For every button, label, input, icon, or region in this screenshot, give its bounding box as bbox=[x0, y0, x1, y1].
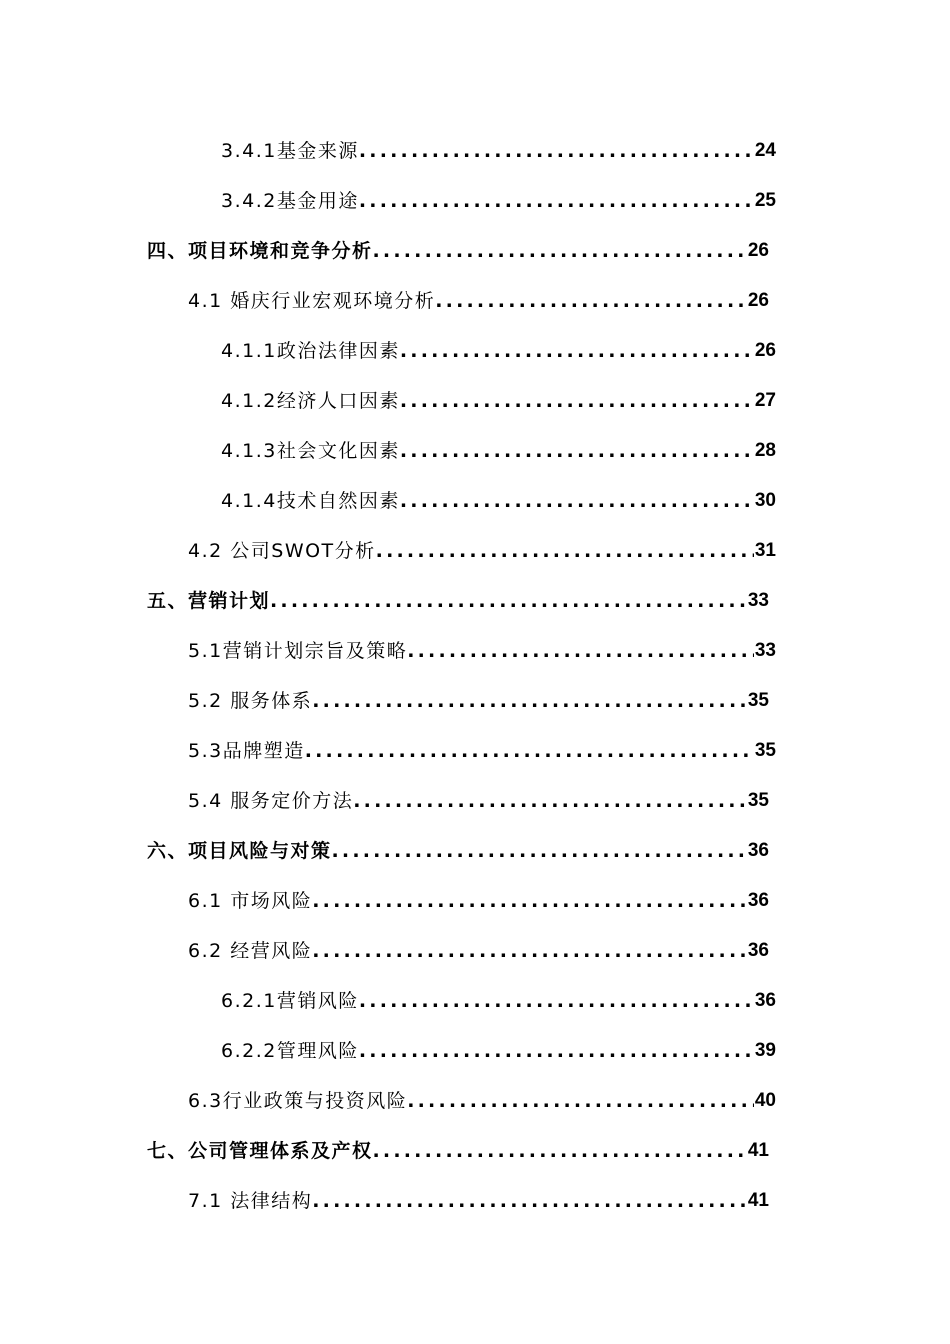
toc-entry[interactable] bbox=[221, 986, 776, 1016]
toc-page-number: 40 bbox=[754, 1090, 776, 1111]
toc-entry-title: 4.1.4技术自然因素 bbox=[221, 490, 400, 512]
toc-entry-title: 5.1营销计划宗旨及策略 bbox=[188, 640, 408, 662]
toc-entry-title: 3.4.2基金用途 bbox=[221, 190, 359, 212]
toc-entry[interactable] bbox=[188, 686, 769, 716]
toc-page-number: 26 bbox=[747, 290, 769, 311]
toc-entry-title: 6.2 经营风险 bbox=[188, 940, 313, 962]
toc-dot-leader bbox=[376, 536, 754, 566]
toc-entry[interactable] bbox=[221, 1036, 776, 1066]
toc-entry[interactable] bbox=[188, 1086, 776, 1116]
toc-page-number: 27 bbox=[754, 390, 776, 411]
toc-entry-title: 4.2 公司SWOT分析 bbox=[188, 540, 376, 562]
toc-entry-title: 四、项目环境和竞争分析 bbox=[147, 240, 373, 262]
toc-entry-title: 7.1 法律结构 bbox=[188, 1190, 313, 1212]
toc-entry-title: 6.2.2管理风险 bbox=[221, 1040, 359, 1062]
toc-dot-leader bbox=[305, 736, 754, 766]
toc-page-number: 35 bbox=[754, 740, 776, 761]
toc-entry[interactable] bbox=[221, 436, 776, 466]
toc-entry[interactable] bbox=[221, 486, 776, 516]
toc-entry[interactable] bbox=[221, 186, 776, 216]
toc-page-number: 26 bbox=[747, 240, 769, 261]
toc-page-number: 41 bbox=[747, 1190, 769, 1211]
toc-page-number: 33 bbox=[747, 590, 769, 611]
toc-entry[interactable] bbox=[221, 336, 776, 366]
toc-dot-leader bbox=[400, 336, 754, 366]
toc-page-number: 36 bbox=[754, 990, 776, 1011]
toc-page-number: 39 bbox=[754, 1040, 776, 1061]
toc-page-number: 26 bbox=[754, 340, 776, 361]
toc-entry-title: 6.1 市场风险 bbox=[188, 890, 313, 912]
toc-dot-leader bbox=[400, 386, 754, 416]
toc-dot-leader bbox=[312, 686, 747, 716]
toc-entry-title: 4.1 婚庆行业宏观环境分析 bbox=[188, 290, 436, 312]
toc-entry[interactable] bbox=[188, 536, 776, 566]
toc-dot-leader bbox=[270, 586, 747, 616]
toc-dot-leader bbox=[407, 636, 754, 666]
toc-dot-leader bbox=[359, 1036, 754, 1066]
toc-entry-title: 4.1.3社会文化因素 bbox=[221, 440, 400, 462]
toc-entry-title: 六、项目风险与对策 bbox=[147, 840, 332, 862]
toc-entry-title: 5.3品牌塑造 bbox=[188, 740, 305, 762]
toc-entry[interactable] bbox=[188, 736, 776, 766]
toc-entry[interactable] bbox=[188, 936, 769, 966]
toc-dot-leader bbox=[373, 236, 747, 266]
toc-dot-leader bbox=[407, 1086, 754, 1116]
toc-dot-leader bbox=[359, 186, 754, 216]
toc-entry[interactable] bbox=[147, 1136, 769, 1166]
toc-entry[interactable] bbox=[147, 236, 769, 266]
toc-dot-leader bbox=[312, 886, 747, 916]
toc-entry-title: 6.2.1营销风险 bbox=[221, 990, 359, 1012]
toc-page-number: 36 bbox=[747, 840, 769, 861]
toc-dot-leader bbox=[400, 486, 754, 516]
toc-entry[interactable] bbox=[188, 1186, 769, 1216]
toc-dot-leader bbox=[435, 286, 747, 316]
toc-page-number: 41 bbox=[747, 1140, 769, 1161]
toc-dot-leader bbox=[312, 936, 747, 966]
toc-entry-title: 6.3行业政策与投资风险 bbox=[188, 1090, 408, 1112]
toc-dot-leader bbox=[312, 1186, 747, 1216]
toc-entry[interactable] bbox=[221, 386, 776, 416]
toc-page-number: 35 bbox=[747, 790, 769, 811]
toc-entry[interactable] bbox=[147, 586, 769, 616]
toc-page-number: 30 bbox=[754, 490, 776, 511]
toc-entry-title: 5.4 服务定价方法 bbox=[188, 790, 354, 812]
toc-entry[interactable] bbox=[188, 786, 769, 816]
toc-dot-leader bbox=[373, 1136, 747, 1166]
toc-page-number: 28 bbox=[754, 440, 776, 461]
toc-entry-title: 4.1.1政治法律因素 bbox=[221, 340, 400, 362]
toc-entry[interactable] bbox=[188, 886, 769, 916]
toc-entry[interactable] bbox=[147, 836, 769, 866]
toc-page-number: 24 bbox=[754, 140, 776, 161]
toc-page-number: 33 bbox=[754, 640, 776, 661]
toc-page-number: 36 bbox=[747, 940, 769, 961]
toc-page-number: 25 bbox=[754, 190, 776, 211]
toc-dot-leader bbox=[359, 986, 754, 1016]
toc-dot-leader bbox=[353, 786, 747, 816]
toc-entry-title: 五、营销计划 bbox=[147, 590, 271, 612]
toc-entry-title: 4.1.2经济人口因素 bbox=[221, 390, 400, 412]
toc-page-number: 31 bbox=[754, 540, 776, 561]
toc-entry-title: 5.2 服务体系 bbox=[188, 690, 313, 712]
toc-dot-leader bbox=[332, 836, 747, 866]
toc-entry[interactable] bbox=[221, 136, 776, 166]
toc-page-number: 35 bbox=[747, 690, 769, 711]
toc-dot-leader bbox=[400, 436, 754, 466]
toc-entry[interactable] bbox=[188, 636, 776, 666]
toc-entry[interactable] bbox=[188, 286, 769, 316]
toc-dot-leader bbox=[359, 136, 754, 166]
toc-page-number: 36 bbox=[747, 890, 769, 911]
toc-entry-title: 七、公司管理体系及产权 bbox=[147, 1140, 373, 1162]
toc-entry-title: 3.4.1基金来源 bbox=[221, 140, 359, 162]
